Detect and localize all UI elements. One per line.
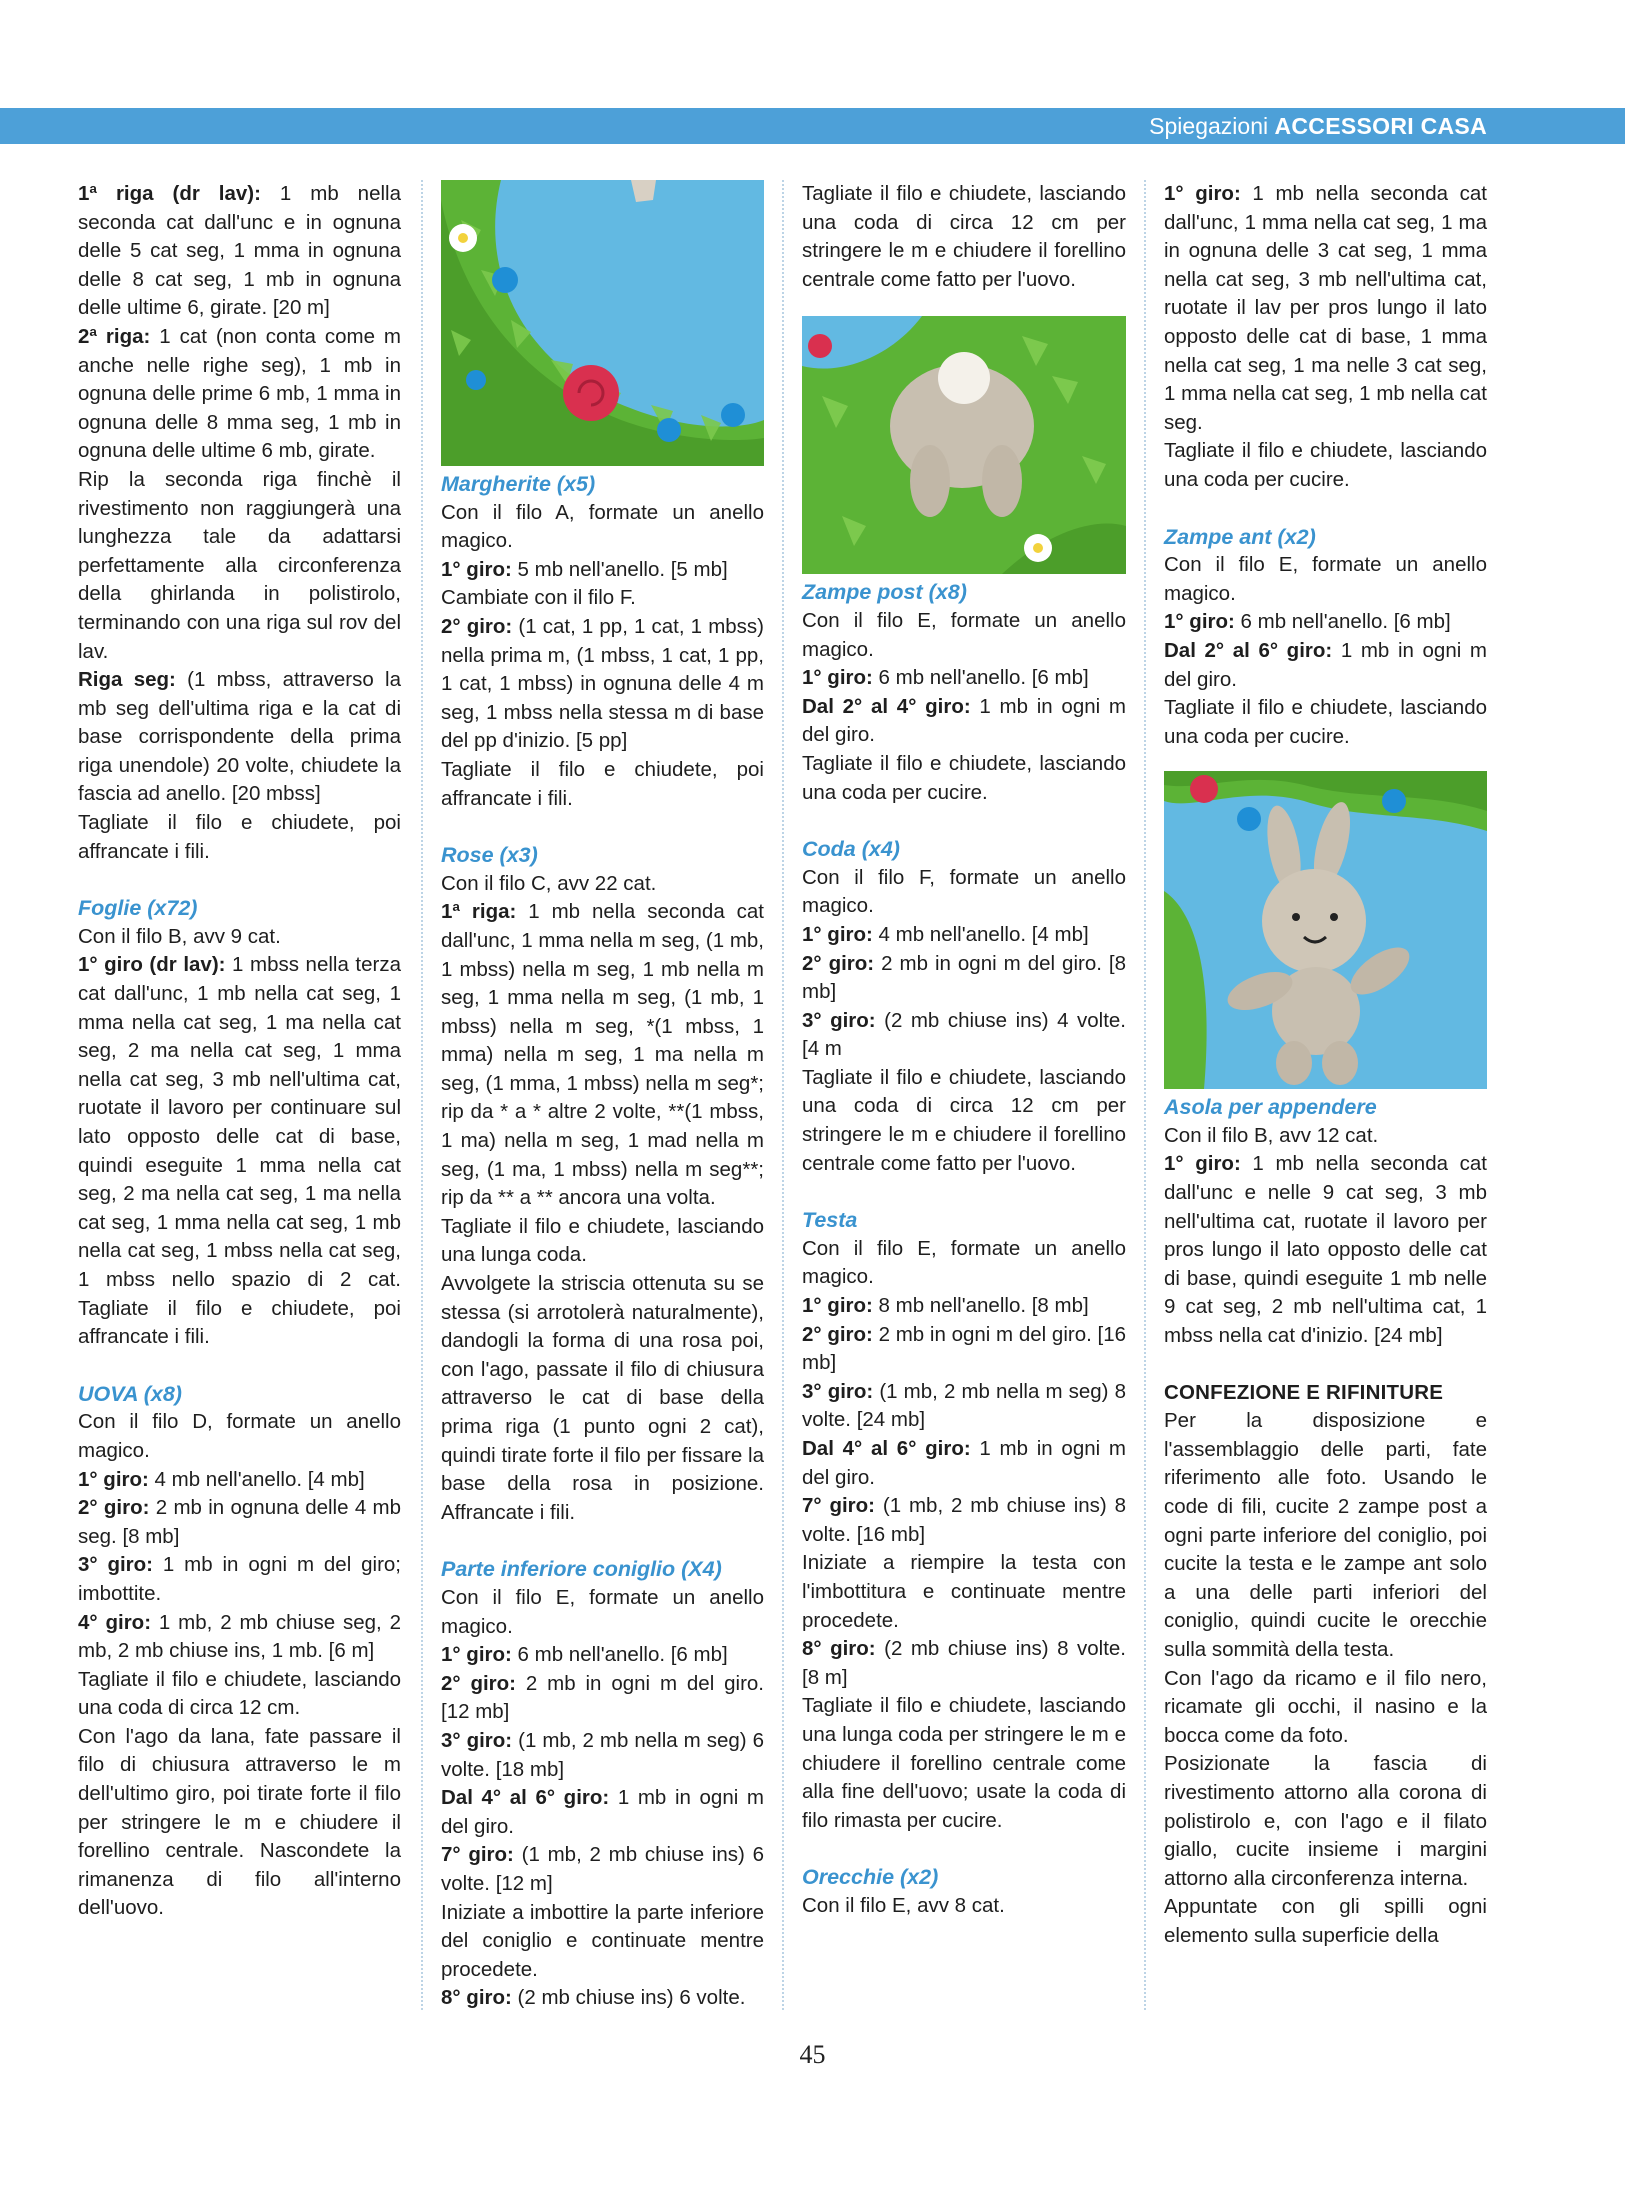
instruction-text: Tagliate il filo e chiudete, lasciando una coda di circa 12 cm per stringere le m e chiudere il forellino centrale come fatto per l'uovo.: [802, 182, 1126, 291]
wreath-photo: [441, 180, 764, 466]
instruction-text: Con il filo B, avv 9 cat.: [78, 924, 281, 948]
instruction-text: Con il filo E, formate un anello magico.: [441, 1585, 764, 1638]
instruction-text: (1 cat, 1 pp, 1 cat, 1 mbss) nella prima m, (1 mbss, 1 cat, 1 pp, 1 cat, 1 mbss) in ognuna delle 4 m seg, 1 mbss nella stessa m di base del pp d'inizio. [5 pp]: [441, 614, 764, 753]
instruction-text: 6 mb nell'anello. [6 mb]: [872, 666, 1089, 690]
instruction-text: (1 mb, 2 mb nella m seg) 6 volte. [18 mb]: [441, 1728, 765, 1781]
wreath-photo-image: [441, 180, 764, 466]
instruction-text: 1 mb in ogni m del giro.: [802, 694, 1126, 747]
instruction-text: Con l'ago da ricamo e il filo nero, ricamate gli occhi, il nasino e la bocca come da foto.: [1164, 1666, 1487, 1747]
instruction-paragraph: [1164, 180, 1487, 437]
section-heading-rose: Rose (x3): [441, 843, 538, 868]
instruction-round-label: Dal 4° al 6° giro:: [802, 1437, 971, 1460]
instruction-text: (1 mb, 2 mb nella m seg) 8 volte. [24 mb]: [802, 1379, 1126, 1432]
instruction-paragraph: [1164, 551, 1487, 608]
instruction-paragraph: [1164, 1893, 1487, 1950]
instruction-text: (1 mb, 2 mb chiuse ins) 6 volte. [12 m]: [441, 1843, 765, 1895]
instruction-paragraph: [441, 756, 764, 813]
instruction-text: Cambiate con il filo F.: [441, 586, 636, 610]
page-number: 45: [799, 2040, 826, 2069]
instruction-paragraph: [78, 323, 401, 466]
instruction-paragraph: [441, 613, 764, 756]
instruction-text: Iniziate a imbottire la parte inferiore del coniglio e continuate mentre procedete.: [441, 1900, 764, 1981]
instruction-round-label: 1ª riga (dr lav):: [78, 182, 261, 205]
bunny-back-photo: [802, 316, 1126, 574]
instruction-text: Tagliate il filo e chiudete, lasciando una coda per cucire.: [802, 751, 1126, 804]
instruction-text: Con il filo D, formate un anello magico.: [78, 1410, 401, 1462]
instruction-text: 5 mb nell'anello. [5 mb]: [511, 557, 728, 581]
column-4: [1164, 180, 1487, 1951]
instruction-paragraph: [441, 898, 764, 1213]
instruction-text: Con l'ago da lana, fate passare il filo di chiusura attraverso le m dell'ultimo giro, poi tirate forte il filo per stringere le m e chiudere il forellino centrale. Nascondete la rimanenza di filo all'interno dell'uovo.: [78, 1724, 401, 1920]
instruction-text: 1 mbss nella terza cat dall'unc, 1 mb nella cat seg, 1 mma nella cat seg, 1 ma nella cat seg, 2 ma nella cat seg, 1 mma nella cat seg, 3 mb nell'ultima cat, ruotate il lavoro per continuare sul lato opposto delle cat di base, quindi eseguite 1 mma nella cat seg, 2 ma nella cat seg, 1 ma nella cat seg, 1 mma nella cat seg, 1 mb nella cat seg, 1 mbss nella cat seg, 1 mbss nello spazio di 2 cat. Tagliate il filo e chiudete, poi affrancate i fili.: [78, 953, 401, 1349]
instruction-paragraph: [441, 1727, 764, 1784]
instruction-paragraph: [802, 1321, 1126, 1378]
instruction-text: 1 mb nella seconda cat dall'unc e in ognuna delle 5 cat seg, 1 mma in ognuna delle 8 cat seg, 1 mb in ognuna delle ultime 6, girate. [20 m]: [78, 182, 401, 320]
instruction-round-label: 2° giro:: [78, 1496, 150, 1520]
instruction-paragraph: [802, 1492, 1126, 1549]
instruction-round-label: Riga seg:: [78, 668, 176, 692]
column-1: [78, 180, 401, 1923]
instruction-paragraph: [441, 1270, 764, 1527]
zampe-post-instructions: [802, 607, 1126, 807]
column-divider: [421, 180, 423, 2010]
instruction-round-label: 2° giro:: [441, 614, 513, 638]
section-heading-coda: Coda (x4): [802, 837, 900, 862]
instruction-paragraph: [1164, 437, 1487, 494]
instruction-text: 1 mb in ogni m del giro.: [802, 1437, 1126, 1489]
instruction-text: Tagliate il filo e chiudete, lasciando una lunga coda.: [441, 1214, 764, 1267]
instruction-text: Con il filo C, avv 22 cat.: [441, 871, 657, 895]
instruction-text: Tagliate il filo e chiudete, poi affrancate i fili.: [78, 811, 401, 863]
instruction-text: 1 mb, 2 mb chiuse seg, 2 mb, 2 mb chiuse ins, 1 mb. [6 m]: [78, 1610, 402, 1663]
instruction-round-label: 1° giro:: [78, 1467, 149, 1491]
instruction-text: 1 mb nella seconda cat dall'unc, 1 mma nella cat seg, 1 ma in ognuna delle 3 cat seg, 1 mma nella cat seg, 3 mb nell'ultima cat, ruotate il lav per pros lungo il lato opposto delle cat di base, 1 mma nella cat seg, 1 ma nelle 3 cat seg, 1 mma nella cat seg, 1 mb nella cat seg.: [1164, 182, 1487, 434]
confezione-instructions: [1164, 1407, 1487, 1950]
instruction-text: 1 cat (non conta come m anche nelle righe seg), 1 mb in ognuna delle prime 6 mb, 1 mma in ognuna delle 8 mma seg, 1 mb in ognuna delle ultime 6 mb, girate.: [78, 324, 402, 463]
instruction-text: Per la disposizione e l'assemblaggio delle parti, fate riferimento alle foto. Usando le code di fili, cucite 2 zampe post a ogni parte inferiore del coniglio, poi cucite la testa e le zampe ant solo a una delle parti inferiori del coniglio, quindi cucite le orecchie sulla sommità della testa.: [1164, 1409, 1487, 1661]
instruction-paragraph: [802, 921, 1126, 950]
section-heading-zampe-ant: Zampe ant (x2): [1164, 524, 1316, 549]
col3-continuation: [802, 180, 1126, 294]
instruction-paragraph: [78, 1466, 401, 1495]
instruction-round-label: 3° giro:: [802, 1379, 874, 1403]
bunny-front-photo-image: [1164, 771, 1487, 1089]
instruction-text: Tagliate il filo e chiudete, poi affrancate i fili.: [441, 757, 764, 810]
instruction-text: 1 mb nella seconda cat dall'unc e nelle 9 cat seg, 3 mb nell'ultima cat, ruotate il lavoro per pros lungo il lato opposto delle cat di base, quindi eseguite 1 mb nelle 9 cat seg, 2 mb nell'ultima cat, 1 mbss nella cat d'inizio. [24 mb]: [1164, 1152, 1487, 1348]
instruction-text: 2 mb in ogni m del giro. [16 mb]: [802, 1322, 1127, 1375]
section-heading-orecchie: Orecchie (x2): [802, 1865, 939, 1890]
instruction-paragraph: [1164, 608, 1487, 637]
section-header: [1149, 108, 1487, 144]
instruction-paragraph: [802, 1892, 1126, 1921]
instruction-text: Posizionate la fascia di rivestimento attorno alla corona di polistirolo e, con l'ago e il filato giallo, cucite insieme i margini attorno alla circonferenza interna.: [1164, 1752, 1487, 1890]
instruction-paragraph: [802, 1435, 1126, 1492]
section-heading-confezione: CONFEZIONE E RIFINITURE: [1164, 1380, 1444, 1404]
asola-instructions: [1164, 1122, 1487, 1351]
instruction-paragraph: [1164, 694, 1487, 751]
instruction-round-label: 3° giro:: [78, 1553, 154, 1577]
instruction-round-label: 2° giro:: [802, 1322, 873, 1346]
instruction-paragraph: [78, 666, 401, 809]
instruction-text: Tagliate il filo e chiudete, lasciando una coda per cucire.: [1164, 439, 1487, 491]
instruction-paragraph: [441, 556, 764, 585]
intro-instructions: [78, 180, 401, 866]
instruction-paragraph: [441, 1841, 764, 1898]
instruction-text: Con il filo E, formate un anello magico.: [1164, 553, 1487, 605]
instruction-text: Rip la seconda riga finchè il rivestimento non raggiungerà una lunghezza tale da adattarsi perfettamente alla circonferenza della ghirlanda in polistirolo, terminando con una riga sul rov del lav.: [78, 467, 401, 663]
instruction-paragraph: [1164, 1150, 1487, 1350]
instruction-round-label: 7° giro:: [802, 1494, 876, 1518]
instruction-round-label: 2° giro:: [441, 1671, 517, 1695]
instruction-paragraph: [78, 1551, 401, 1608]
instruction-paragraph: [1164, 1750, 1487, 1893]
instruction-text: Tagliate il filo e chiudete, lasciando una coda di circa 12 cm.: [78, 1667, 401, 1720]
section-heading-parte-inferiore: Parte inferiore coniglio (X4): [441, 1557, 722, 1582]
instruction-round-label: 1° giro:: [441, 557, 512, 581]
instruction-text: (2 mb chiuse ins) 4 volte. [4 m: [802, 1008, 1126, 1061]
instruction-paragraph: [78, 180, 401, 323]
instruction-round-label: 2° giro:: [802, 951, 875, 975]
instruction-paragraph: [78, 951, 401, 1351]
instruction-paragraph: [1164, 1407, 1487, 1664]
instruction-round-label: Dal 2° al 6° giro:: [1164, 638, 1333, 662]
instruction-text: 8 mb nell'anello. [8 mb]: [872, 1294, 1089, 1318]
instruction-round-label: Dal 4° al 6° giro:: [441, 1786, 610, 1810]
instruction-paragraph: [1164, 1665, 1487, 1751]
column-3: [802, 180, 1126, 1921]
instruction-paragraph: [78, 1494, 401, 1551]
column-2: [441, 180, 764, 2013]
instruction-round-label: 3° giro:: [802, 1008, 876, 1032]
section-heading-testa: Testa: [802, 1208, 858, 1233]
testa-instructions: [802, 1235, 1126, 1835]
instruction-paragraph: [802, 1692, 1126, 1835]
zampe-ant-instructions: [1164, 551, 1487, 751]
orecchie-instructions: [802, 1892, 1126, 1921]
instruction-text: 1 mb nella seconda cat dall'unc, 1 mma nella m seg, (1 mb, 1 mbss) nella m seg, 1 mb nella m seg, 1 mma nella m seg, (1 mb, 1 mbss) nella m seg, *(1 mbss, 1 mma) nella m seg, 1 ma nella m seg, (1 mma, 1 mbss) nella m seg*; rip da * a * altre 2 volte, **(1 mbss, 1 ma) nella m seg, 1 mad nella m seg, (1 ma, 1 mbss) nella m seg**; rip da ** a ** ancora una volta.: [441, 900, 764, 1210]
instruction-text: (1 mbss, attraverso la mb seg dell'ultima riga e la cat di base corrispondente della prima riga unendole) 20 volte, chiudete la fascia ad anello. [20 mbss]: [78, 668, 401, 806]
instruction-paragraph: [802, 1235, 1126, 1292]
bunny-back-photo-image: [802, 316, 1126, 574]
uova-instructions: [78, 1408, 401, 1923]
instruction-paragraph: [802, 1635, 1126, 1692]
instruction-text: Con il filo E, formate un anello magico.: [802, 1236, 1126, 1289]
instruction-text: 6 mb nell'anello. [6 mb]: [1234, 610, 1451, 634]
instruction-round-label: 1° giro:: [1164, 1152, 1241, 1176]
instruction-text: Avvolgete la striscia ottenuta su se stessa (si arrotolerà naturalmente), dandogli la forma di una rosa poi, con l'ago, passate il filo di chiusura attraverso le cat di base della prima riga (1 punto ogni 2 cat), quindi tirate forte il filo per fissare la base della rosa in posizione. Affrancate i fili.: [441, 1272, 764, 1524]
instruction-paragraph: [802, 180, 1126, 294]
bunny-front-photo: [1164, 771, 1487, 1089]
instruction-paragraph: [802, 693, 1126, 750]
instruction-paragraph: [441, 1641, 764, 1670]
instruction-round-label: 1° giro:: [1164, 610, 1235, 634]
foglie-instructions: [78, 923, 401, 1352]
instruction-paragraph: [78, 1666, 401, 1723]
parte-inferiore-instructions: [441, 1584, 764, 2013]
instruction-paragraph: [441, 1213, 764, 1270]
section-heading-asola: Asola per appendere: [1164, 1095, 1377, 1120]
instruction-paragraph: [78, 923, 401, 952]
instruction-round-label: 2ª riga:: [78, 324, 151, 348]
instruction-paragraph: [78, 466, 401, 666]
instruction-paragraph: [441, 1899, 764, 1985]
rose-instructions: [441, 870, 764, 1528]
instruction-round-label: 1° giro:: [802, 1294, 873, 1318]
instruction-round-label: 1° giro:: [802, 666, 873, 690]
instruction-text: Con il filo F, formate un anello magico.: [802, 865, 1126, 918]
instruction-text: 2 mb in ognuna delle 4 mb seg. [8 mb]: [78, 1496, 401, 1548]
instruction-text: 1 mb in ogni m del giro.: [441, 1786, 764, 1838]
instruction-paragraph: [802, 950, 1126, 1007]
instruction-text: 2 mb in ogni m del giro. [8 mb]: [802, 951, 1126, 1004]
instruction-paragraph: [441, 1584, 764, 1641]
instruction-round-label: 8° giro:: [441, 1986, 512, 2010]
instruction-text: 4 mb nell'anello. [4 mb]: [872, 922, 1089, 946]
instruction-text: (2 mb chiuse ins) 8 volte. [8 m]: [802, 1637, 1126, 1689]
instruction-round-label: 1ª riga:: [441, 900, 517, 924]
instruction-paragraph: [78, 1723, 401, 1923]
instruction-paragraph: [802, 1549, 1126, 1635]
instruction-round-label: 1° giro:: [1164, 182, 1241, 205]
instruction-paragraph: [802, 864, 1126, 921]
margherite-instructions: [441, 499, 764, 814]
instruction-text: Con il filo E, avv 8 cat.: [802, 1893, 1005, 1917]
instruction-text: Con il filo A, formate un anello magico.: [441, 500, 764, 553]
instruction-paragraph: [441, 1784, 764, 1841]
instruction-paragraph: [78, 809, 401, 866]
instruction-round-label: 3° giro:: [441, 1728, 513, 1752]
instruction-text: Appuntate con gli spilli ogni elemento sulla superficie della: [1164, 1895, 1487, 1947]
section-title: ACCESSORI CASA: [1274, 113, 1487, 139]
instruction-text: 2 mb in ogni m del giro. [12 mb]: [441, 1671, 764, 1724]
instruction-paragraph: [802, 1007, 1126, 1064]
coda-instructions: [802, 864, 1126, 1179]
instruction-round-label: 1° giro (dr lav):: [78, 953, 226, 977]
instruction-text: Con il filo B, avv 12 cat.: [1164, 1123, 1379, 1147]
instruction-paragraph: [441, 584, 764, 613]
instruction-paragraph: [441, 1670, 764, 1727]
instruction-text: 1 mb in ogni m del giro; imbottite.: [78, 1553, 401, 1605]
instruction-paragraph: [78, 1609, 401, 1666]
section-heading-margherite: Margherite (x5): [441, 472, 596, 496]
instruction-paragraph: [441, 870, 764, 899]
instruction-paragraph: [441, 1984, 764, 2013]
instruction-round-label: 8° giro:: [802, 1637, 876, 1661]
instruction-text: (2 mb chiuse ins) 6 volte.: [511, 1986, 746, 2010]
instruction-text: 6 mb nell'anello. [6 mb]: [511, 1643, 728, 1667]
instruction-text: Tagliate il filo e chiudete, lasciando una lunga coda per stringere le m e chiudere il forellino centrale come alla fine dell'uovo; usate la coda di filo rimasta per cucire.: [802, 1694, 1126, 1832]
instruction-text: Iniziate a riempire la testa con l'imbottitura e continuate mentre procedete.: [802, 1551, 1126, 1632]
instruction-round-label: 1° giro:: [802, 922, 873, 946]
instruction-round-label: Dal 2° al 4° giro:: [802, 694, 971, 718]
column-divider: [1144, 180, 1146, 2010]
instruction-paragraph: [78, 1408, 401, 1465]
section-label: Spiegazioni: [1149, 113, 1269, 139]
instruction-paragraph: [1164, 637, 1487, 694]
instruction-round-label: 1° giro:: [441, 1643, 512, 1667]
instruction-text: Con il filo E, formate un anello magico.: [802, 608, 1126, 661]
section-heading-zampe-post: Zampe post (x8): [802, 580, 967, 605]
instruction-paragraph: [802, 607, 1126, 664]
instruction-paragraph: [802, 750, 1126, 807]
instruction-paragraph: [802, 664, 1126, 693]
instruction-text: 4 mb nell'anello. [4 mb]: [148, 1467, 365, 1491]
instruction-paragraph: [1164, 1122, 1487, 1151]
column-divider: [782, 180, 784, 2010]
instruction-text: Tagliate il filo e chiudete, lasciando una coda di circa 12 cm per stringere le m e chiudere il forellino centrale come fatto per l'uovo.: [802, 1065, 1126, 1175]
instruction-round-label: 4° giro:: [78, 1610, 152, 1634]
instruction-text: Tagliate il filo e chiudete, lasciando una coda per cucire.: [1164, 696, 1487, 748]
instruction-paragraph: [802, 1064, 1126, 1178]
instruction-text: (1 mb, 2 mb chiuse ins) 8 volte. [16 mb]: [802, 1494, 1127, 1546]
instruction-round-label: 7° giro:: [441, 1843, 514, 1867]
instruction-paragraph: [441, 499, 764, 556]
section-heading-uova: UOVA (x8): [78, 1381, 182, 1406]
instruction-paragraph: [802, 1378, 1126, 1435]
instruction-paragraph: [802, 1292, 1126, 1321]
instruction-text: 1 mb in ogni m del giro.: [1164, 638, 1487, 691]
section-heading-foglie: Foglie (x72): [78, 896, 198, 921]
col4-continuation: [1164, 180, 1487, 495]
